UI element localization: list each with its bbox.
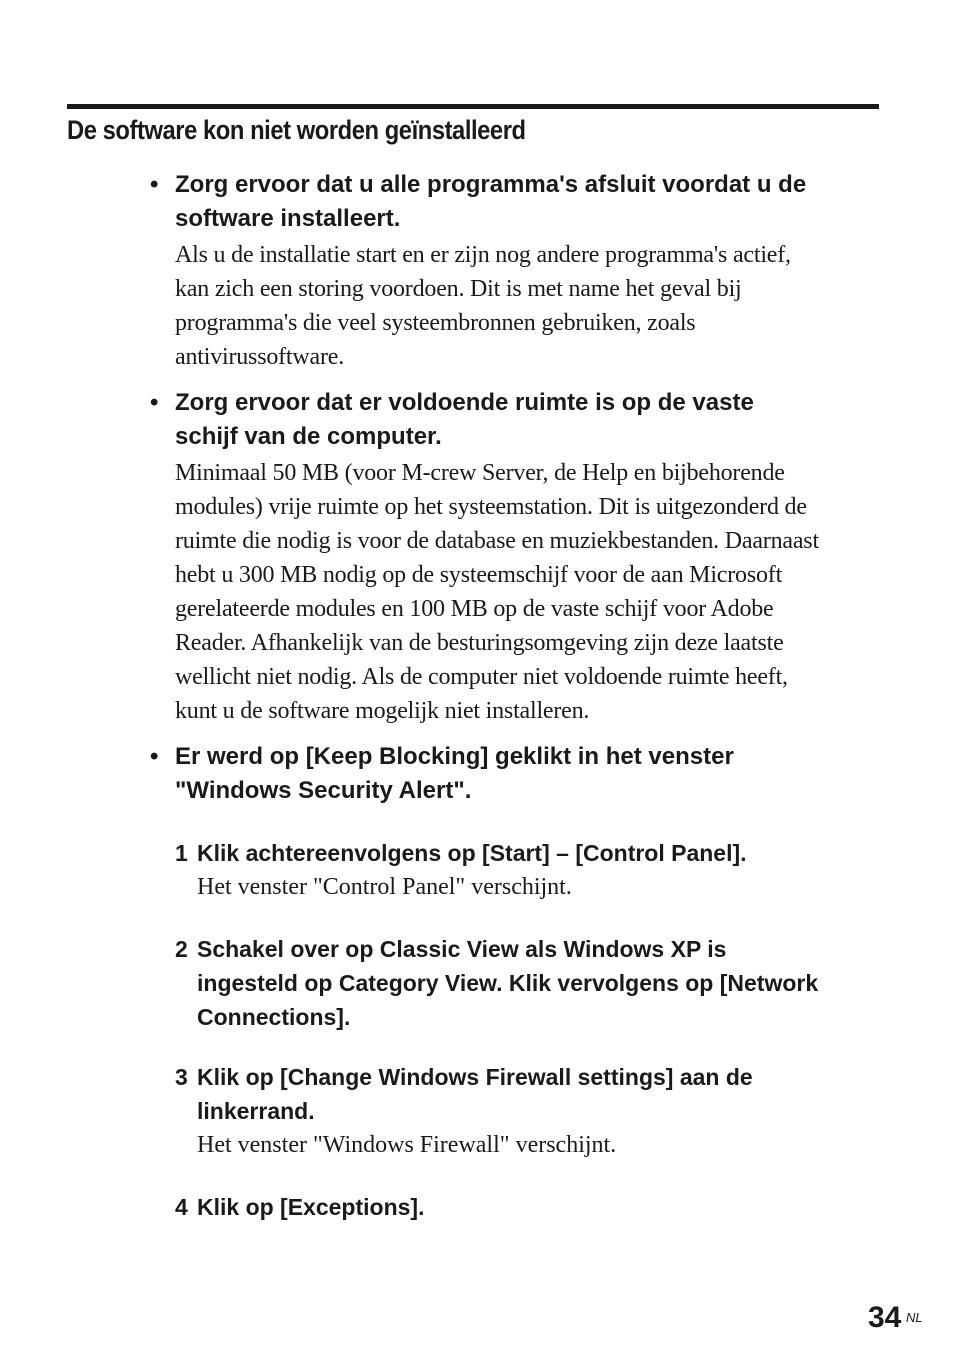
bullet-heading-line: Zorg ervoor dat er voldoende ruimte is op de vaste <box>175 389 754 416</box>
bullet-body <box>150 456 870 728</box>
bullet-item <box>150 168 870 374</box>
step-heading <box>175 932 875 1034</box>
bullet-heading-line: Er werd op [Keep Blocking] geklikt in het venster <box>175 743 734 770</box>
bullet-heading-line: software installeert. <box>175 205 401 232</box>
step-number: 4 <box>175 1194 188 1220</box>
body-line: programma's die veel systeembronnen gebruiken, zoals <box>175 310 696 336</box>
bullet-heading <box>150 168 870 236</box>
bullet-heading-line: Zorg ervoor dat u alle programma's afsluit voordat u de <box>175 171 807 198</box>
step-item <box>175 1190 875 1224</box>
step-heading <box>175 836 875 870</box>
step-number: 2 <box>175 936 188 962</box>
step-number: 1 <box>175 840 188 866</box>
step-heading-line: Connections]. <box>197 1004 351 1030</box>
step-item <box>175 836 875 904</box>
body-line: Als u de installatie start en er zijn nog andere programma's actief, <box>175 242 791 268</box>
body-line: ruimte die nodig is voor de database en muziekbestanden. Daarnaast <box>175 528 819 554</box>
step-body: Het venster "Control Panel" verschijnt. <box>197 874 572 900</box>
bullet-dot: • <box>150 743 159 770</box>
body-line: antivirussoftware. <box>175 344 345 370</box>
bullet-heading <box>150 740 870 808</box>
body-line: modules) vrije ruimte op het systeemstation. Dit is uitgezonderd de <box>175 494 807 520</box>
step-heading-line: Klik op [Change Windows Firewall settings] aan de <box>197 1064 753 1090</box>
bullet-dot: • <box>150 389 159 416</box>
bullet-item <box>150 386 870 728</box>
body-line: kunt u de software mogelijk niet installeren. <box>175 698 590 724</box>
bullet-dot: • <box>150 171 159 198</box>
bullet-item <box>150 740 870 810</box>
bullet-heading-line: "Windows Security Alert". <box>175 777 472 804</box>
step-heading-line: Klik op [Exceptions]. <box>197 1194 425 1220</box>
step-body: Het venster "Windows Firewall" verschijnt. <box>197 1132 617 1158</box>
body-line: kan zich een storing voordoen. Dit is met name het geval bij <box>175 276 742 302</box>
step-heading <box>175 1060 875 1128</box>
bullet-heading-line: schijf van de computer. <box>175 423 442 450</box>
bullet-body <box>150 238 870 374</box>
body-line: wellicht niet nodig. Als de computer niet voldoende ruimte heeft, <box>175 664 788 690</box>
body-line: Minimaal 50 MB (voor M-crew Server, de Help en bijbehorende <box>175 460 785 486</box>
step-item <box>175 1060 875 1162</box>
section-rule <box>67 104 879 109</box>
step-heading-line: ingesteld op Category View. Klik vervolgens op [Network <box>197 970 819 996</box>
step-number: 3 <box>175 1064 188 1090</box>
step-item <box>175 932 875 1034</box>
page-language: NL <box>906 1310 923 1325</box>
step-heading-line: Schakel over op Classic View als Windows XP is <box>197 936 727 962</box>
step-heading-line: linkerrand. <box>197 1098 315 1124</box>
page-number: 34 <box>868 1301 902 1334</box>
body-line: hebt u 300 MB nodig op de systeemschijf voor de aan Microsoft <box>175 562 783 588</box>
body-line: Reader. Afhankelijk van de besturingsomgeving zijn deze laatste <box>175 630 784 656</box>
section-title: De software kon niet worden geïnstalleerd <box>67 115 526 145</box>
body-line: gerelateerde modules en 100 MB op de vaste schijf voor Adobe <box>175 596 774 622</box>
bullet-heading <box>150 386 870 454</box>
step-heading <box>175 1190 875 1224</box>
step-heading-line: Klik achtereenvolgens op [Start] – [Control Panel]. <box>197 840 747 866</box>
